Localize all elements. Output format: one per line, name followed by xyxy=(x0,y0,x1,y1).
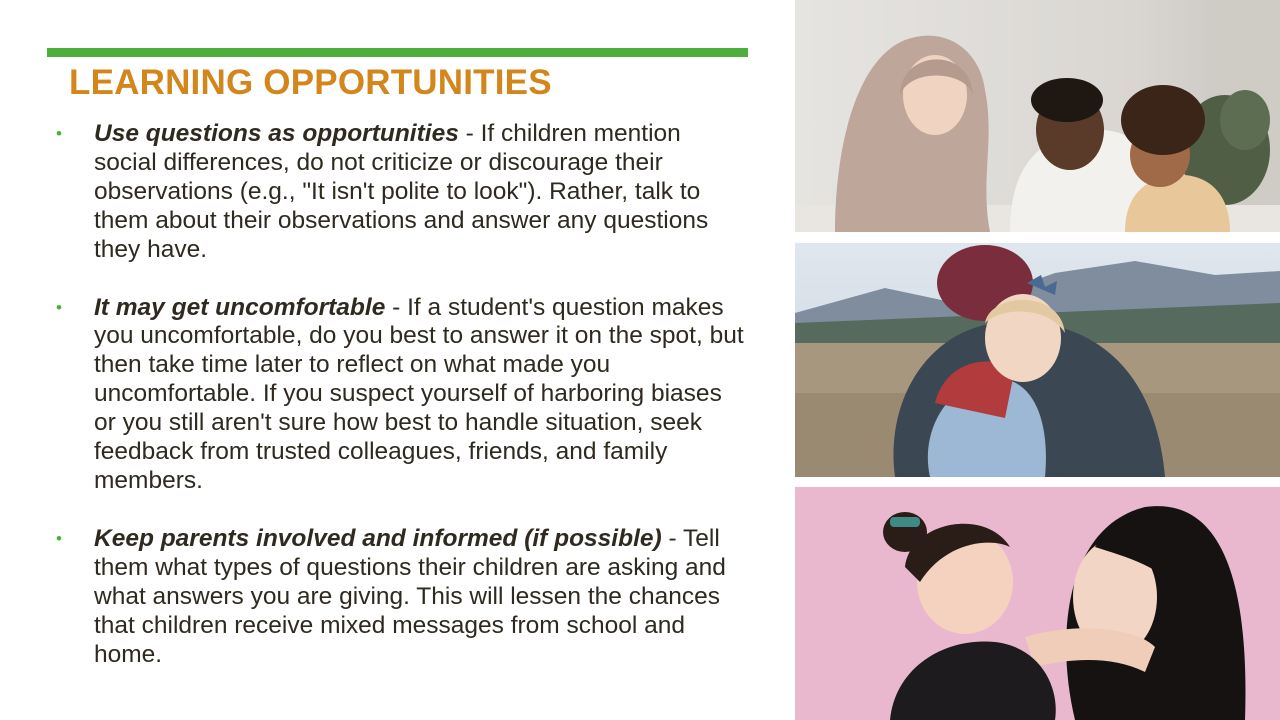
bullet-dot-icon: • xyxy=(56,528,62,548)
bullet-heading: Keep parents involved and informed (if possible) xyxy=(94,524,662,552)
mother-daughter-photo xyxy=(795,487,1280,720)
bullet-text: - If a student's question makes you uncomfortable, do you best to answer it on the spot, but then take time later to reflect on what made you uncomfortable. If you suspect yourself of harboring biases or you still aren't sure how best to handle situation, seek feedback from trusted colleagues, friends, and family members. xyxy=(94,293,744,494)
bullet-text: - If children mention social differences, do not criticize or discourage their observations (e.g., "It isn't polite to look"). Rather, talk to them about their observations and answer any questions they have. xyxy=(94,120,709,263)
bullet-list xyxy=(56,120,746,698)
title-accent-bar xyxy=(47,48,748,57)
bullet-text: - Tell them what types of questions their children are asking and what answers you are giving. This will lessen the chances that children receive mixed messages from school and home. xyxy=(94,524,726,668)
family-photo xyxy=(795,0,1280,232)
slide-title: LEARNING OPPORTUNITIES xyxy=(69,63,552,102)
bullet-item xyxy=(56,294,746,496)
photo-column xyxy=(795,0,1280,720)
bullet-dot-icon: • xyxy=(56,124,62,143)
bullet-heading: It may get uncomfortable xyxy=(94,293,386,321)
hug-photo xyxy=(795,243,1280,477)
bullet-heading: Use questions as opportunities xyxy=(94,120,459,147)
bullet-item xyxy=(56,120,746,265)
bullet-dot-icon: • xyxy=(56,297,62,317)
bullet-item xyxy=(56,525,746,670)
